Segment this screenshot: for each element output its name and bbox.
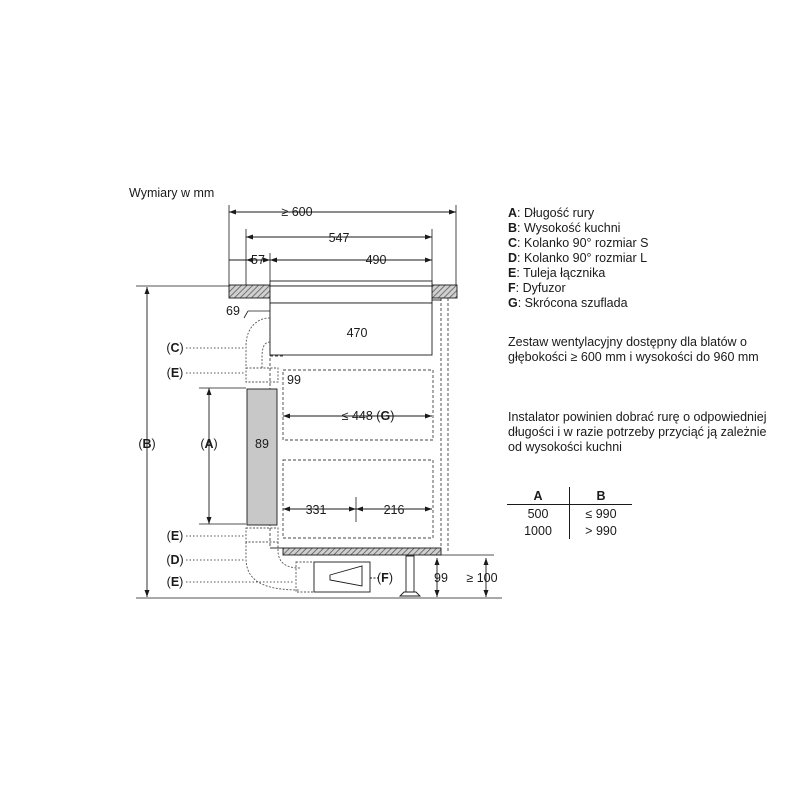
connector-E2 bbox=[246, 528, 278, 542]
drawer-lower bbox=[283, 460, 433, 538]
ventilation-kit-note: Zestaw wentylacyjny dostępny dla blatów o głębokości ≥ 600 mm i wysokości do 960 mm bbox=[508, 335, 759, 364]
connector-E3 bbox=[296, 562, 314, 592]
dim-547-text: 547 bbox=[328, 231, 350, 245]
table-row bbox=[507, 505, 632, 523]
legend-item: E: Tuleja łącznika bbox=[508, 266, 606, 280]
table-header-row bbox=[507, 487, 632, 505]
dim-69-text: 69 bbox=[226, 304, 240, 318]
worktop-right bbox=[430, 285, 457, 298]
legend-item: A: Długość rury bbox=[508, 206, 595, 220]
elbow-C bbox=[246, 318, 270, 368]
label-E1: (E) bbox=[166, 366, 184, 380]
table-cell: ≤ 990 bbox=[585, 506, 617, 521]
dim-600-text: ≥ 600 bbox=[281, 205, 313, 219]
dim-216-text: 216 bbox=[383, 503, 405, 517]
drawing-title: Wymiary w mm bbox=[129, 186, 215, 200]
pipe-length-table bbox=[507, 487, 632, 539]
legend-item: F: Dyfuzor bbox=[508, 281, 566, 295]
label-C: (C) bbox=[166, 341, 184, 355]
dim-470-text: 470 bbox=[346, 326, 368, 340]
plinth bbox=[283, 548, 441, 555]
label-D: (D) bbox=[166, 553, 184, 567]
dim-331-text: 331 bbox=[305, 503, 327, 517]
dim-89-text: 89 bbox=[255, 437, 269, 451]
legend-item: C: Kolanko 90° rozmiar S bbox=[508, 236, 649, 250]
cabinet-foot bbox=[400, 556, 420, 596]
label-E3: (E) bbox=[166, 575, 184, 589]
table-header-B: B bbox=[570, 487, 633, 505]
dim-490-text: 490 bbox=[365, 253, 387, 267]
dim-99-top-text: 99 bbox=[287, 373, 301, 387]
dim-100-text: ≥ 100 bbox=[466, 571, 498, 585]
table-cell: 1000 bbox=[507, 522, 570, 539]
hob-body bbox=[270, 286, 432, 303]
pipe-A bbox=[247, 389, 277, 525]
installer-note: Instalator powinien dobrać rurę o odpowiedniej długości i w razie potrzeby przyciąć ją zależnie od wysokości kuchni bbox=[508, 410, 767, 454]
hob-glass bbox=[270, 281, 432, 286]
dim-57-text: 57 bbox=[251, 253, 265, 267]
legend-item: B: Wysokość kuchni bbox=[508, 221, 621, 235]
dimension-lines bbox=[147, 212, 494, 597]
table-row bbox=[507, 522, 632, 539]
label-A: (A) bbox=[200, 437, 218, 451]
diffuser-F bbox=[314, 562, 380, 592]
drawer-upper bbox=[283, 370, 433, 440]
label-B: (B) bbox=[138, 437, 156, 451]
legend-item: G: Skrócona szuflada bbox=[508, 296, 628, 310]
connector-E1 bbox=[246, 368, 278, 382]
legend-item: D: Kolanko 90° rozmiar L bbox=[508, 251, 648, 265]
table-cell: 500 bbox=[507, 505, 570, 523]
dim-448-text: ≤ 448 (G) bbox=[341, 409, 395, 423]
table-header-A: A bbox=[507, 487, 570, 505]
dim-99-bottom-text: 99 bbox=[434, 571, 448, 585]
legend bbox=[508, 206, 648, 311]
table-cell: > 990 bbox=[585, 523, 617, 538]
label-E2: (E) bbox=[166, 529, 184, 543]
extension-lines bbox=[136, 205, 502, 598]
label-F: (F) bbox=[377, 571, 393, 585]
worktop-left bbox=[229, 285, 271, 298]
